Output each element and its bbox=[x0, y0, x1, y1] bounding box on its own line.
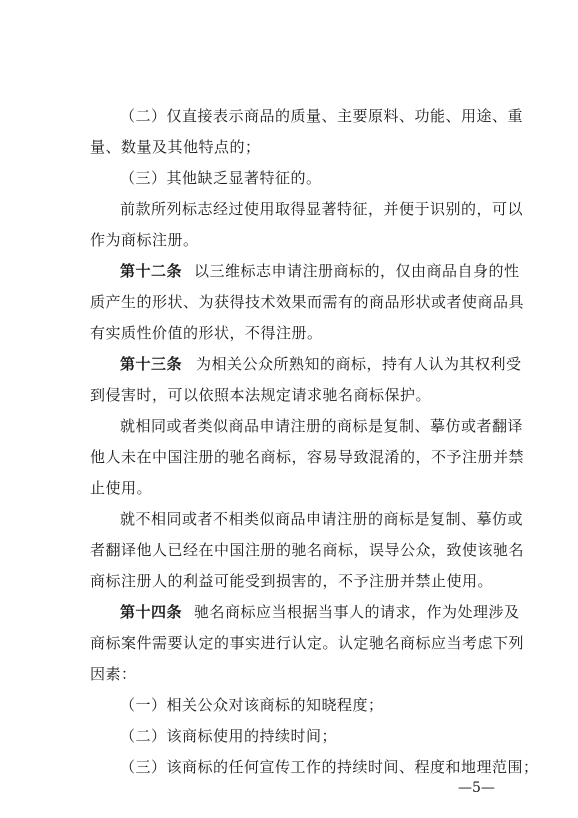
text-line: 质产生的形状、为获得技术效果而需有的商品形状或者使商品具 bbox=[90, 293, 525, 311]
text-line: 止使用。 bbox=[90, 479, 153, 497]
text-line: 就相同或者类似商品申请注册的商标是复制、摹仿或者翻译 bbox=[120, 417, 524, 435]
article-heading: 第十四条 bbox=[120, 603, 183, 621]
text-line: 到侵害时，可以依照本法规定请求驰名商标保护。 bbox=[90, 386, 432, 404]
paragraph-article-12 bbox=[120, 261, 520, 281]
text-line: 为相关公众所熟知的商标，持有人认为其权利受 bbox=[196, 355, 522, 373]
text-line: （二）仅直接表示商品的质量、主要原料、功能、用途、重 bbox=[120, 107, 524, 125]
text-line: 因素： bbox=[90, 665, 137, 683]
article-heading: 第十二条 bbox=[120, 262, 183, 280]
page-number: —5— bbox=[458, 780, 495, 796]
paragraph-article-13 bbox=[120, 354, 522, 374]
text-line: 以三维标志申请注册商标的，仅由商品自身的性 bbox=[194, 262, 520, 280]
text-line: 作为商标注册。 bbox=[90, 231, 199, 249]
text-line: （三）其他缺乏显著特征的。 bbox=[120, 169, 322, 187]
article-heading: 第十三条 bbox=[120, 355, 183, 373]
text-line: 量、数量及其他特点的； bbox=[90, 138, 261, 156]
text-line: 者翻译他人已经在中国注册的驰名商标，误导公众，致使该驰名 bbox=[90, 541, 525, 559]
text-line: 他人未在中国注册的驰名商标，容易导致混淆的，不予注册并禁 bbox=[90, 448, 525, 466]
text-line: 就不相同或者不相类似商品申请注册的商标是复制、摹仿或 bbox=[120, 510, 524, 528]
text-line: 商标注册人的利益可能受到损害的，不予注册并禁止使用。 bbox=[90, 572, 494, 590]
paragraph-article-14 bbox=[120, 602, 520, 622]
text-line: 商标案件需要认定的事实进行认定。认定驰名商标应当考虑下列 bbox=[90, 634, 525, 652]
text-line: （三）该商标的任何宣传工作的持续时间、程度和地理范围； bbox=[120, 758, 539, 776]
text-line: （一）相关公众对该商标的知晓程度； bbox=[120, 696, 384, 714]
text-line: 前款所列标志经过使用取得显著特征，并便于识别的，可以 bbox=[120, 200, 524, 218]
text-line: 有实质性价值的形状，不得注册。 bbox=[90, 324, 323, 342]
text-line: （二）该商标使用的持续时间； bbox=[120, 727, 338, 745]
text-line: 驰名商标应当根据当事人的请求，作为处理涉及 bbox=[194, 603, 520, 621]
